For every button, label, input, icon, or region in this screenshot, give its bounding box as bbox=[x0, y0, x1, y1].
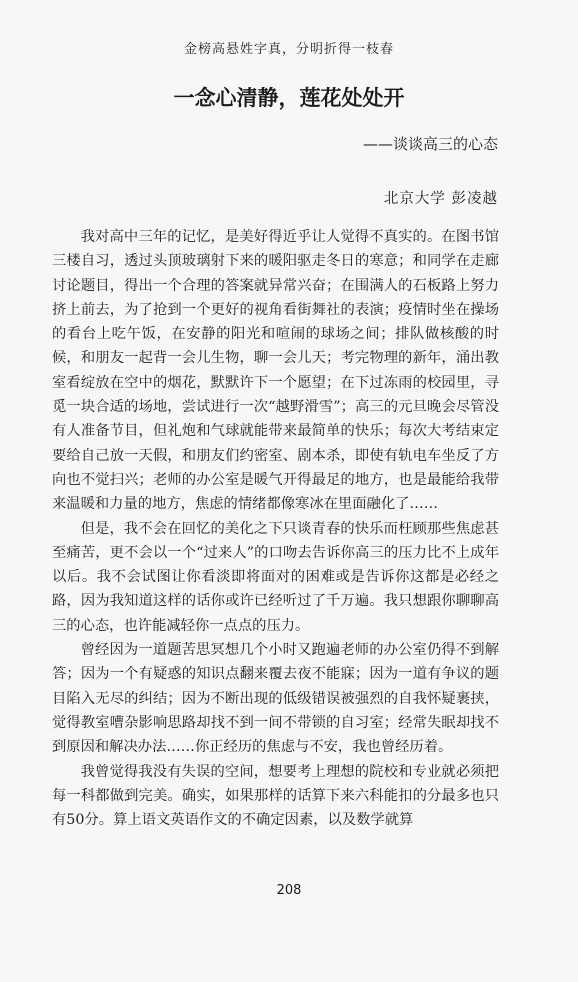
article-body bbox=[52, 225, 499, 832]
paragraph: 我曾觉得我没有失误的空间，想要考上理想的院校和专业就必须把每一科都做到完美。确实，如果那样的话算下来六科能扣的分最多也只有50分。算上语文英语作文的不确定因素，以及数学就算 bbox=[52, 763, 499, 829]
author-byline: 北京大学 彭凌越 bbox=[383, 191, 498, 207]
article-subtitle: ——谈谈高三的心态 bbox=[362, 135, 498, 153]
paragraph: 曾经因为一道题苦思冥想几个小时又跑遍老师的办公室仍得不到解答；因为一个有疑惑的知识点翻来覆去夜不能寐；因为一道有争议的题目陷入无尽的纠结；因为不断出现的低级错误被强烈的自我怀疑裹挟，觉得教室嘈杂影响思路却找不到一间不带锁的自习室；经常失眠却找不到原因和解决办法……你正经历的焦虑与不安，我也曾经历着。 bbox=[52, 642, 499, 756]
page-number: 208 bbox=[276, 883, 302, 898]
running-header: 金榜高悬姓字真，分明折得一枝春 bbox=[183, 42, 394, 57]
article-title: 一念心清静，莲花处处开 bbox=[173, 86, 405, 110]
paragraph: 我对高中三年的记忆，是美好得近乎让人觉得不真实的。在图书馆三楼自习，透过头顶玻璃射下来的暖阳驱走冬日的寒意；和同学在走廊讨论题目，得出一个合理的答案就异常兴奋；在围满人的石板路上努力挤上前去，为了抢到一个更好的视角看街舞社的表演；疫情时坐在操场的看台上吃午饭，在安静的阳光和喧闹的球场之间；排队做核酸的时候，和朋友一起背一会儿生物，聊一会儿天；考完物理的新年，涌出教室看绽放在空中的烟花，默默许下一个愿望；在下过冻雨的校园里，寻觅一块合适的场地，尝试进行一次“越野滑雪”；高三的元旦晚会尽管没有人准备节目，但礼炮和气球就能带来最简单的快乐；每次大考结束定要给自己放一天假，和朋友们约密室、剧本杀，即使有轨电车坐反了方向也不觉扫兴；老师的办公室是暖气开得最足的地方，也是最能给我带来温暖和力量的地方，焦虑的情绪都像寒冰在里面融化了…… bbox=[52, 229, 499, 513]
paragraph: 但是，我不会在回忆的美化之下只谈青春的快乐而枉顾那些焦虑甚至痛苦，更不会以一个“过来人”的口吻去告诉你高三的压力比不上成年以后。我不会试图让你看淡即将面对的困难或是告诉你这都是必经之路，因为我知道这样的话你或许已经听过了千万遍。我只想跟你聊聊高三的心态，也许能减轻你一点点的压力。 bbox=[52, 520, 499, 634]
